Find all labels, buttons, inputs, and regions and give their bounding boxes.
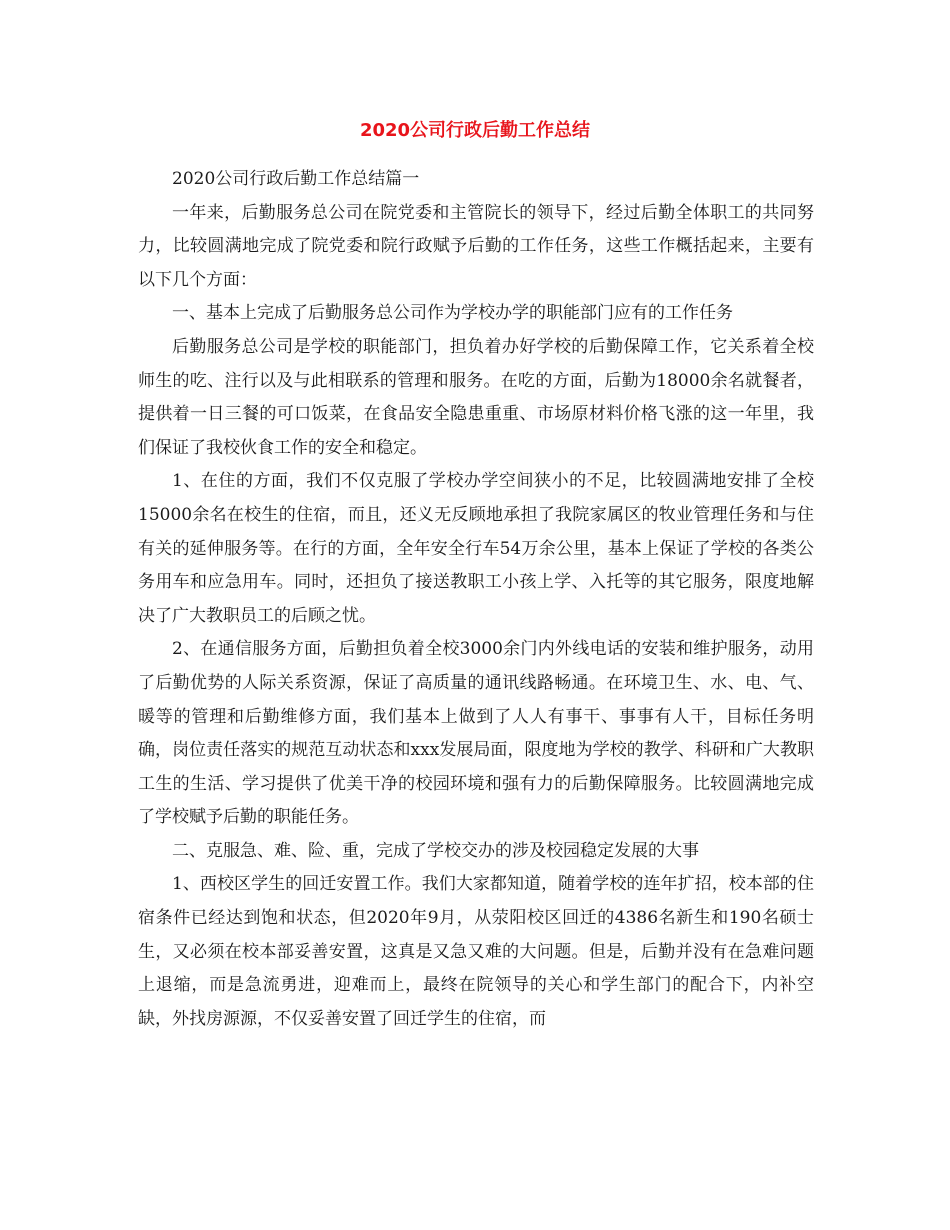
section-heading: 2020公司行政后勤工作总结篇一: [172, 169, 420, 189]
paragraph: 1、在住的方面，我们不仅克服了学校办学空间狭小的不足，比较圆满地安排了全校15000余名在校生的住宿，而且，还义无反顾地承担了我院家属区的牧业管理任务和与住有关的延伸服务等。在行的方面，全年安全行车54万余公里，基本上保证了学校的各类公务用车和应急用车。同时，还担负了接送教职工小孩上学、入托等的其它服务，限度地解决了广大教职员工的后顾之忧。: [138, 471, 814, 626]
paragraph: 一年来，后勤服务总公司在院党委和主管院长的领导下，经过后勤全体职工的共同努力，比较圆满地完成了院党委和院行政赋予后勤的工作任务，这些工作概括起来，主要有以下几个方面：: [138, 202, 814, 290]
document-title: 2020公司行政后勤工作总结: [359, 120, 591, 141]
section-heading: 二、克服急、难、险、重，完成了学校交办的涉及校园稳定发展的大事: [172, 840, 699, 861]
paragraph: 1、西校区学生的回迁安置工作。我们大家都知道，随着学校的连年扩招，校本部的住宿条件已经达到饱和状态，但2020年9月，从荥阳校区回迁的4386名新生和190名硕士生，又必须在校本部妥善安置，这真是又急又难的大问题。但是，后勤并没有在急难问题上退缩，而是急流勇进，迎难而上，最终在院领导的关心和学生部门的配合下，内补空缺，外找房源源，不仅妥善安置了回迁学生的住宿，而: [138, 874, 814, 1029]
section-heading: 一、基本上完成了后勤服务总公司作为学校办学的职能部门应有的工作任务: [172, 303, 733, 324]
paragraph: 后勤服务总公司是学校的职能部门，担负着办好学校的后勤保障工作，它关系着全校师生的吃、注行以及与此相联系的管理和服务。在吃的方面，后勤为18000余名就餐者，提供着一日三餐的可口饭菜，在食品安全隐患重重、市场原材料价格飞涨的这一年里，我们保证了我校伙食工作的安全和稳定。: [138, 336, 814, 458]
document-body: [138, 163, 814, 1036]
paragraph: 2、在通信服务方面，后勤担负着全校3000余门内外线电话的安装和维护服务，动用了后勤优势的人际关系资源，保证了高质量的通讯线路畅通。在环境卫生、水、电、气、暖等的管理和后勤维修方面，我们基本上做到了人人有事干、事事有人干，目标任务明确，岗位责任落实的规范互动状态和xxx发展局面，限度地为学校的教学、科研和广大教职工生的生活、学习提供了优美干净的校园环境和强有力的后勤保障服务。比较圆满地完成了学校赋予后勤的职能任务。: [138, 639, 814, 828]
